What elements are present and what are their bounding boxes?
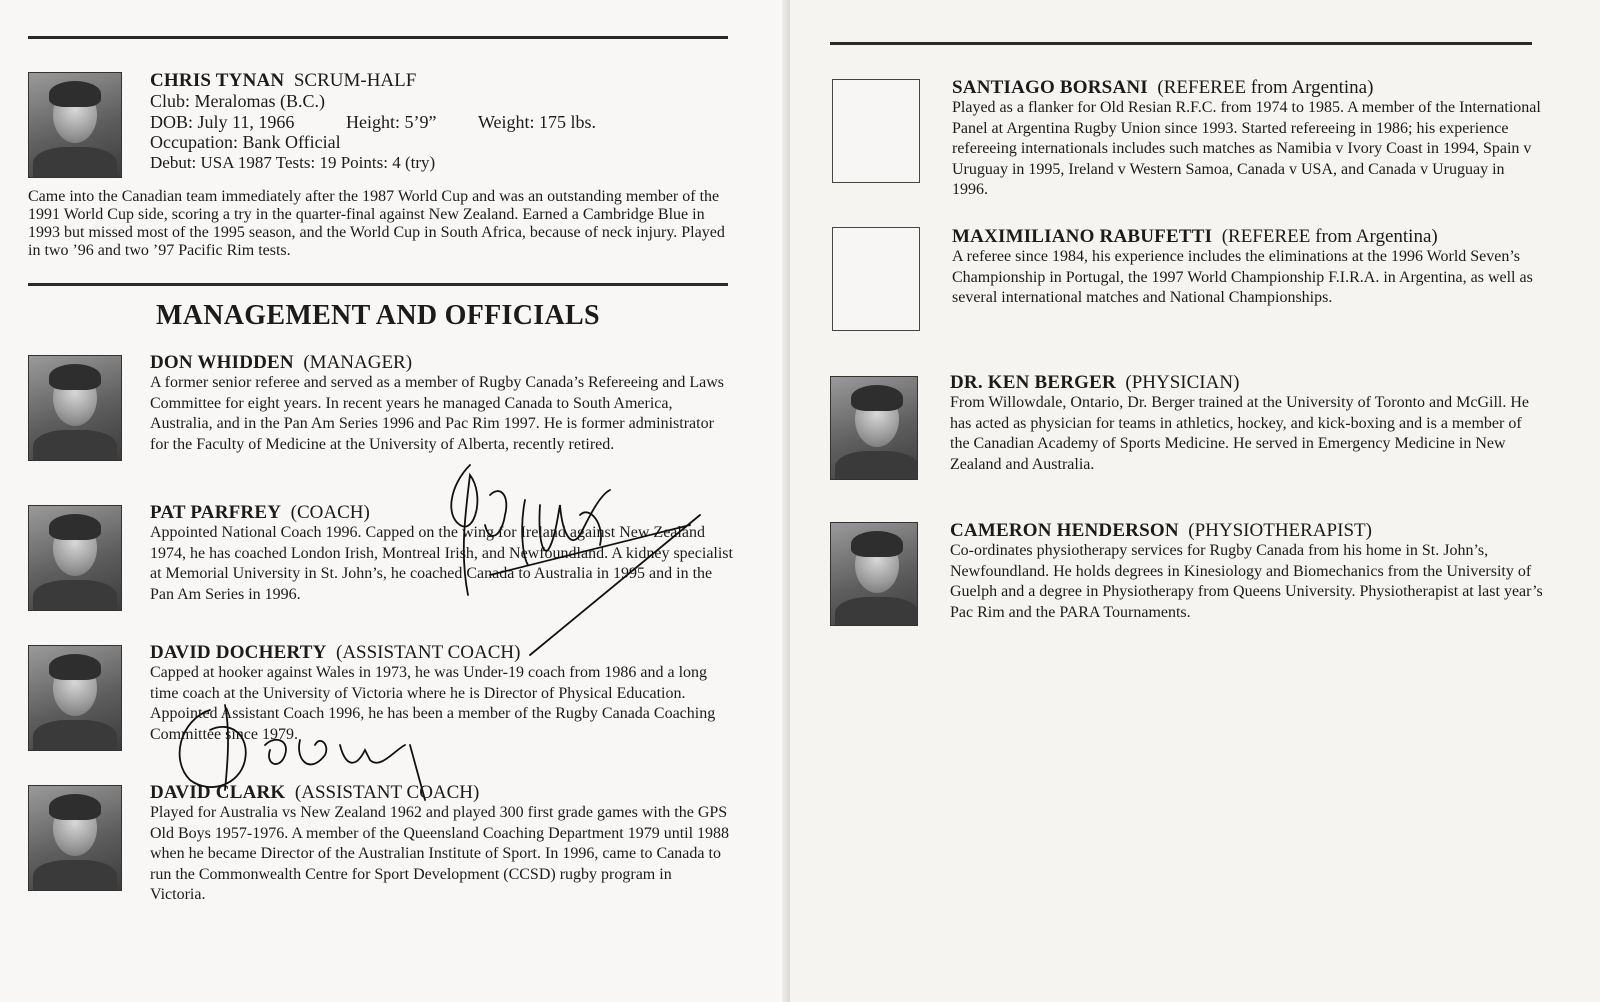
official-bio: Played for Australia vs New Zealand 1962 and played 300 first grade games with the GPS Old Boys 1957-1976. A member of the Queensland Coaching Department 1979 until 1988 when he became Director of the Australian Institute of Sport. In 1996, came to Canada to run the Commonwealth Centre for Sport Development (CCSD) rugby program in Victoria.: [150, 804, 730, 903]
photo-placeholder: [832, 227, 920, 331]
official-name: DR. KEN BERGER: [950, 372, 1116, 393]
official-entry: [150, 642, 730, 745]
official-photo: [28, 505, 122, 611]
top-rule: [28, 36, 728, 39]
official-name: DAVID CLARK: [150, 782, 286, 803]
official-bio: From Willowdale, Ontario, Dr. Berger trained at the University of Toronto and McGill. He has acted as physician for teams in athletics, hockey, and kick-boxing and is a member of the Canadian Academy of Sports Medicine. He served in Emergency Medicine in New Zealand and Australia.: [950, 394, 1530, 473]
official-entry: [952, 226, 1542, 309]
official-name: SANTIAGO BORSANI: [952, 77, 1148, 98]
official-photo: [830, 376, 918, 480]
right-page: [790, 0, 1600, 1002]
official-role: (PHYSICIAN): [1125, 372, 1240, 393]
official-role: (ASSISTANT COACH): [294, 782, 480, 803]
official-entry: [952, 77, 1542, 201]
player-stats: [150, 70, 750, 173]
photo-placeholder: [832, 79, 920, 183]
official-photo: [28, 645, 122, 751]
official-name: DAVID DOCHERTY: [150, 642, 327, 663]
official-role: (COACH): [290, 502, 370, 523]
official-photo: [28, 355, 122, 461]
left-page: [0, 0, 790, 1002]
official-entry: [150, 502, 740, 605]
official-bio: Capped at hooker against Wales in 1973, he was Under-19 coach from 1986 and a long time coach at the University of Victoria where he is Director of Physical Education. Appointed Assistant Coach 1996, he has been a member of the Rugby Canada Coaching Committee since 1979.: [150, 664, 716, 743]
player-occupation: Occupation: Bank Official: [150, 132, 341, 152]
official-role: (ASSISTANT COACH): [336, 642, 521, 663]
official-photo: [830, 522, 918, 626]
official-photo: [28, 785, 122, 891]
official-bio: Played as a flanker for Old Resian R.F.C. from 1974 to 1985. A member of the International Panel at Argentina Rugby Union since 1993. Started refereeing in 1986; his experience refereeing internationals includes such matches as Namibia v Ivory Coast in 1994, Spain v Uruguay in 1995, Ireland v Western Samoa, Canada v USA, and Canada v Uruguay in 1996.: [952, 99, 1541, 198]
official-name: CAMERON HENDERSON: [950, 520, 1179, 541]
official-name: PAT PARFREY: [150, 502, 282, 523]
player-bio: Came into the Canadian team immediately after the 1987 World Cup and was an outstanding member of the 1991 World Cup side, scoring a try in the quarter-final against New Zealand. Earned a Cambridge Blue in 1993 but missed most of the 1995 season, and the World Cup in South Africa, because of neck injury. Played in two ’96 and two ’97 Pacific Rim tests.: [28, 188, 725, 259]
official-entry: [150, 352, 730, 455]
official-name: MAXIMILIANO RABUFETTI: [952, 226, 1213, 247]
official-role: (REFEREE from Argentina): [1157, 77, 1374, 98]
player-dob: DOB: July 11, 1966: [150, 111, 295, 132]
section-title: MANAGEMENT AND OFFICIALS: [156, 300, 600, 331]
player-club: Club: Meralomas (B.C.): [150, 91, 325, 111]
official-entry: [950, 520, 1545, 623]
official-role: (PHYSIOTHERAPIST): [1188, 520, 1372, 541]
official-bio: Appointed National Coach 1996. Capped on the wing for Ireland against New Zealand 1974, he has coached London Irish, Montreal Irish, and Newfoundland. A kidney specialist at Memorial University in St. John’s, he coached Canada to Australia in 1995 and in the Pan Am Series in 1996.: [150, 524, 733, 603]
player-position: SCRUM-HALF: [293, 70, 417, 91]
official-entry: [150, 782, 730, 906]
player-weight: Weight: 175 lbs.: [478, 111, 597, 132]
section-rule: [28, 283, 728, 286]
official-entry: [950, 372, 1540, 475]
player-debut: Debut: USA 1987 Tests: 19 Points: 4 (try): [150, 152, 436, 172]
official-role: (MANAGER): [303, 352, 413, 373]
player-photo: [28, 72, 122, 178]
official-name: DON WHIDDEN: [150, 352, 294, 373]
official-bio: Co-ordinates physiotherapy services for Rugby Canada from his home in St. John’s, Newfoundland. He holds degrees in Kinesiology and Biomechanics from the University of Guelph and a degree in Physiotherapy from Queens University. Physiotherapist at last year’s Pac Rim and the PARA Tournaments.: [950, 542, 1543, 621]
official-bio: A former senior referee and served as a member of Rugby Canada’s Refereeing and Laws Committee for eight years. In recent years he managed Canada to South America, Australia, and in the Pan Am Series 1996 and Pac Rim 1997. He is former administrator for the Faculty of Medicine at the University of Alberta, recently retired.: [150, 374, 724, 453]
player-name: CHRIS TYNAN: [150, 70, 285, 91]
official-role: (REFEREE from Argentina): [1221, 226, 1438, 247]
player-height: Height: 5’9”: [346, 111, 437, 132]
top-rule: [830, 42, 1532, 45]
official-bio: A referee since 1984, his experience includes the eliminations at the 1996 World Seven’s Championship in Portugal, the 1997 World Championship F.I.R.A. in Argentina, as well as several international matches and National Championships.: [952, 248, 1533, 306]
